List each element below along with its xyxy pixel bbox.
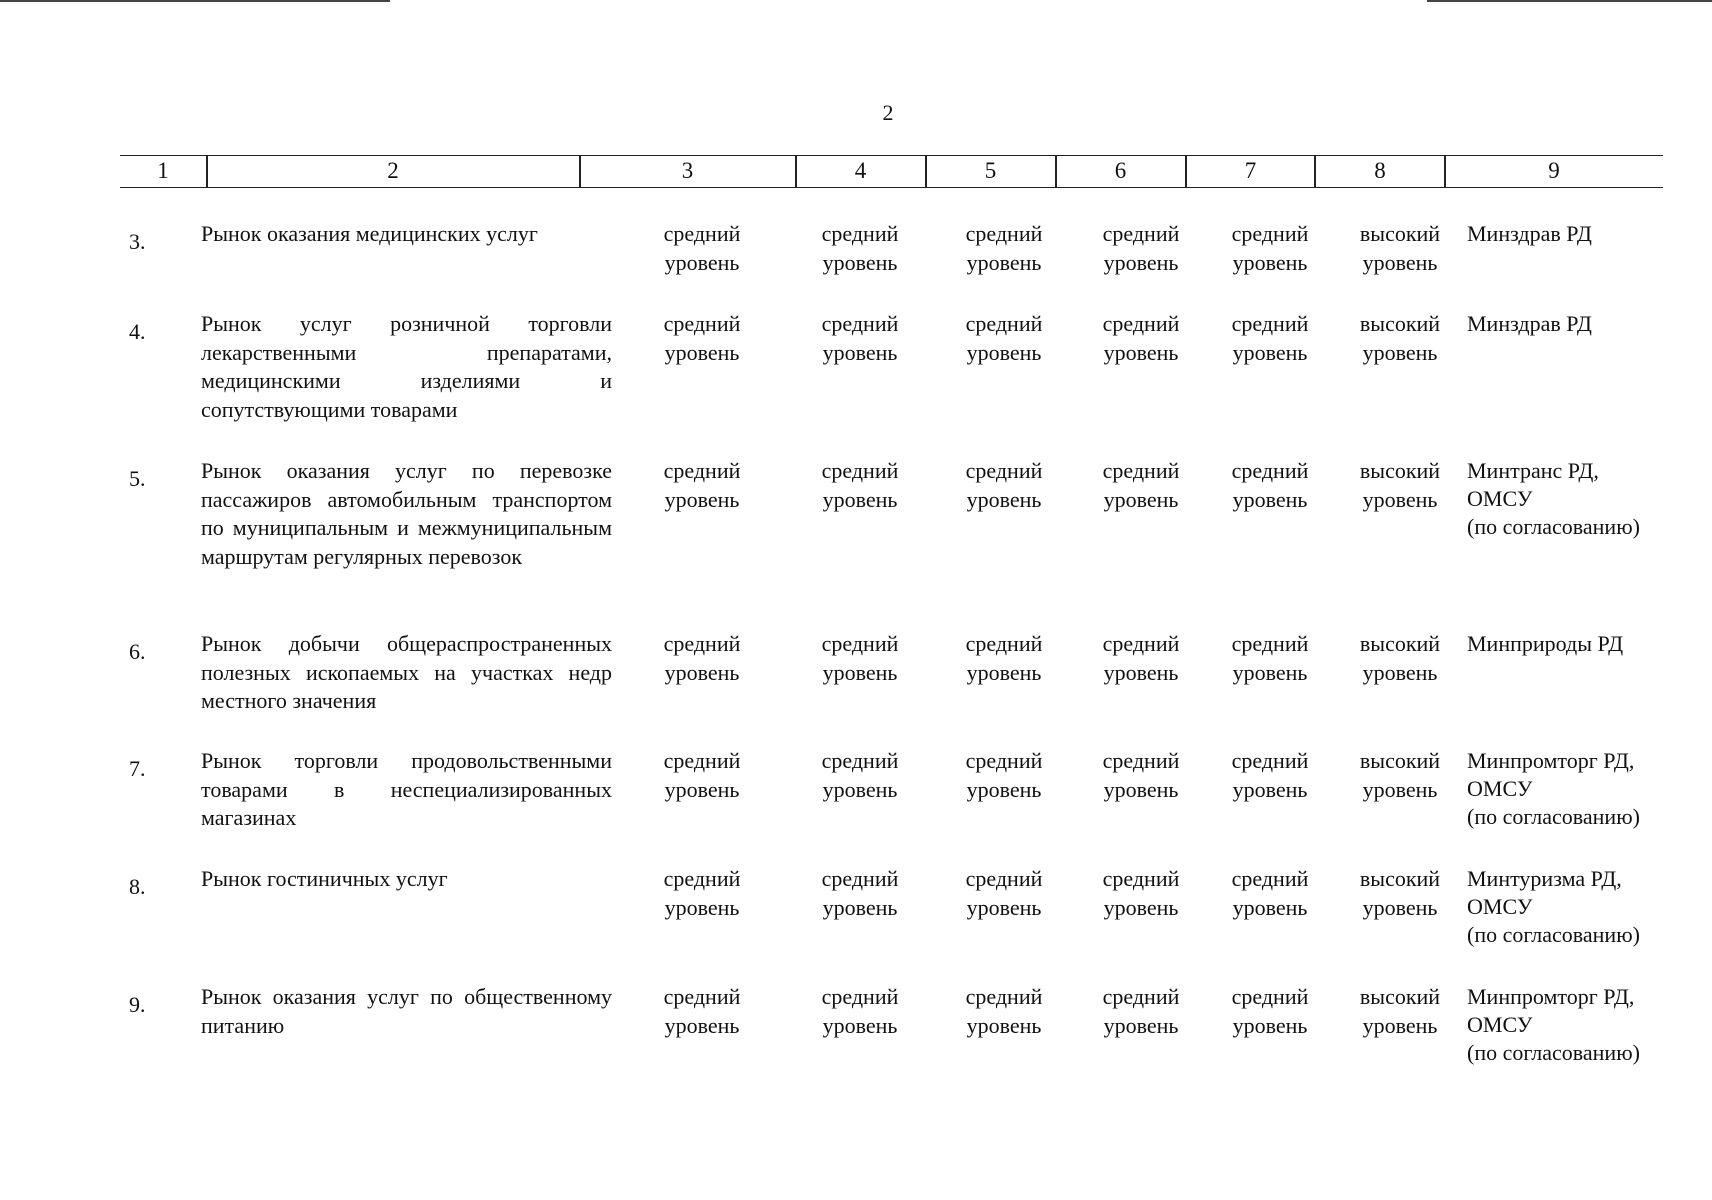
level-cell: средний уровень xyxy=(663,984,741,1038)
market-name: Рынок оказания медицинских услуг xyxy=(201,221,538,246)
level-cell: средний уровень xyxy=(821,221,899,275)
header-col-8: 8 xyxy=(1374,158,1386,183)
scan-edge-line xyxy=(1427,0,1712,2)
market-name: Рынок услуг розничной торговли лекарственными препаратами, медицинскими изделиями и сопутствующими товарами xyxy=(201,311,612,422)
table-header-row xyxy=(120,155,1663,188)
market-name: Рынок оказания услуг по перевозке пассажиров автомобильным транспортом по муниципальным и межмуниципальным маршрутам регулярных перевозок xyxy=(201,458,612,569)
level-cell: высокий уровень xyxy=(1359,984,1441,1038)
row-number: 7. xyxy=(129,756,146,781)
level-cell: средний уровень xyxy=(965,631,1043,685)
header-divider xyxy=(1055,155,1057,188)
level-cell: средний уровень xyxy=(821,866,899,920)
level-cell: высокий уровень xyxy=(1359,631,1441,685)
responsible-body: Минтранс РД, ОМСУ (по согласованию) xyxy=(1467,458,1640,539)
market-name: Рынок оказания услуг по общественному питанию xyxy=(201,984,612,1038)
level-cell: средний уровень xyxy=(1231,221,1309,275)
header-col-1: 1 xyxy=(157,158,169,183)
level-cell: средний уровень xyxy=(663,458,741,512)
level-cell: средний уровень xyxy=(965,221,1043,275)
level-cell: средний уровень xyxy=(965,311,1043,365)
level-cell: средний уровень xyxy=(1231,866,1309,920)
level-cell: средний уровень xyxy=(965,458,1043,512)
level-cell: средний уровень xyxy=(821,458,899,512)
row-number: 5. xyxy=(129,466,146,491)
level-cell: средний уровень xyxy=(663,748,741,802)
header-col-5: 5 xyxy=(984,158,997,183)
level-cell: средний уровень xyxy=(1231,311,1309,365)
level-cell: средний уровень xyxy=(1231,748,1309,802)
level-cell: средний уровень xyxy=(1231,984,1309,1038)
level-cell: средний уровень xyxy=(1102,866,1180,920)
header-col-2: 2 xyxy=(387,158,399,183)
header-divider xyxy=(795,155,797,188)
header-divider xyxy=(1314,155,1316,188)
row-number: 4. xyxy=(129,319,146,344)
market-name: Рынок торговли продовольственными товарами в неспециализированных магазинах xyxy=(201,748,612,830)
level-cell: средний уровень xyxy=(965,866,1043,920)
level-cell: средний уровень xyxy=(1102,748,1180,802)
header-divider xyxy=(579,155,581,188)
page-number: 2 xyxy=(882,100,894,125)
row-number: 8. xyxy=(129,874,146,899)
level-cell: высокий уровень xyxy=(1359,866,1441,920)
market-name: Рынок гостиничных услуг xyxy=(201,866,448,891)
level-cell: средний уровень xyxy=(1102,631,1180,685)
header-divider xyxy=(1185,155,1187,188)
header-col-9: 9 xyxy=(1548,158,1560,183)
header-col-6: 6 xyxy=(1114,158,1127,183)
scan-edge-line xyxy=(0,0,390,2)
responsible-body: Минпромторг РД, ОМСУ (по согласованию) xyxy=(1467,984,1640,1065)
row-number: 6. xyxy=(129,639,146,664)
level-cell: средний уровень xyxy=(1231,631,1309,685)
level-cell: средний уровень xyxy=(1102,311,1180,365)
level-cell: средний уровень xyxy=(821,984,899,1038)
level-cell: средний уровень xyxy=(663,631,741,685)
responsible-body: Минздрав РД xyxy=(1467,311,1592,336)
header-col-3: 3 xyxy=(681,158,694,183)
level-cell: средний уровень xyxy=(1102,984,1180,1038)
level-cell: средний уровень xyxy=(663,311,741,365)
level-cell: средний уровень xyxy=(663,866,741,920)
market-name: Рынок добычи общераспространенных полезных ископаемых на участках недр местного значения xyxy=(201,631,612,713)
level-cell: средний уровень xyxy=(965,748,1043,802)
header-divider xyxy=(206,155,208,188)
header-divider xyxy=(925,155,927,188)
level-cell: средний уровень xyxy=(821,311,899,365)
level-cell: средний уровень xyxy=(821,631,899,685)
responsible-body: Минприроды РД xyxy=(1467,631,1624,656)
level-cell: высокий уровень xyxy=(1359,458,1441,512)
level-cell: средний уровень xyxy=(1102,458,1180,512)
responsible-body: Минтуризма РД, ОМСУ (по согласованию) xyxy=(1467,866,1640,947)
level-cell: средний уровень xyxy=(663,221,741,275)
row-number: 3. xyxy=(129,229,146,254)
responsible-body: Минздрав РД xyxy=(1467,221,1592,246)
header-col-7: 7 xyxy=(1244,158,1257,183)
row-number: 9. xyxy=(129,992,146,1017)
level-cell: средний уровень xyxy=(1231,458,1309,512)
header-col-4: 4 xyxy=(854,158,867,183)
header-divider xyxy=(1444,155,1446,188)
level-cell: высокий уровень xyxy=(1359,221,1441,275)
responsible-body: Минпромторг РД, ОМСУ (по согласованию) xyxy=(1467,748,1640,829)
level-cell: высокий уровень xyxy=(1359,748,1441,802)
level-cell: средний уровень xyxy=(1102,221,1180,275)
level-cell: средний уровень xyxy=(965,984,1043,1038)
level-cell: средний уровень xyxy=(821,748,899,802)
level-cell: высокий уровень xyxy=(1359,311,1441,365)
